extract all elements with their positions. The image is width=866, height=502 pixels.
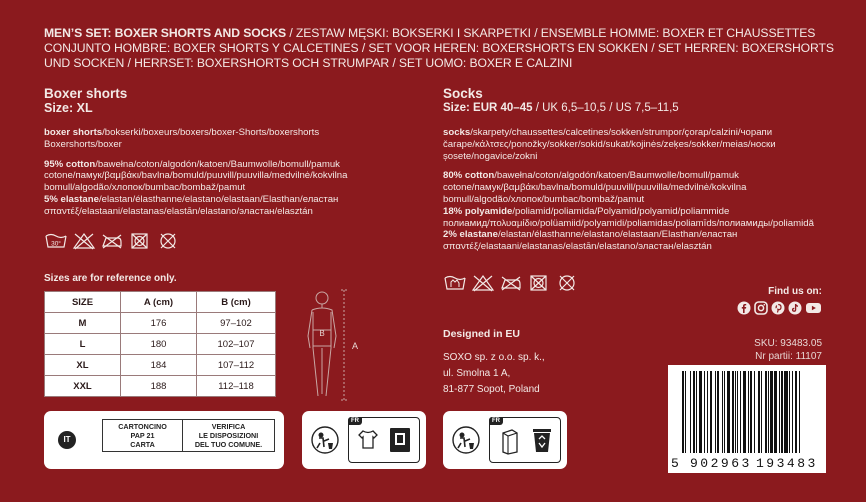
company-city: 81-877 Sopot, Poland [443,384,540,395]
socks-poly-bold: 18% polyamide [443,205,513,217]
barcode-lead-digit: 5 [671,456,682,471]
barcode-bar [735,371,736,453]
barcode-bar [748,371,749,453]
designed-block [443,328,545,398]
instagram-icon[interactable] [754,301,768,315]
boxer-elastane-bold: 5% elastane [44,193,99,205]
b-cell: 107–112 [197,355,276,376]
boxer-section [44,86,424,218]
no-tumble-dry-icon [128,232,152,250]
boxer-cotton-line3: bomull/algodão/хлопок/bumbac/bombaž/pamut [44,182,246,194]
socks-poly-rest: /poliamid/poliamida/Polyamid/polyamid/poliammide [512,205,730,217]
ean-barcode [668,365,826,473]
instruction-line: VERIFICA [211,422,246,431]
recycling-bin-icon [530,426,554,454]
instruction-line: LE DISPOSIZIONI [198,431,259,440]
wash-30-icon [44,232,68,250]
sorting-frame [348,417,420,463]
product-headline [44,26,834,71]
barcode-bar [690,371,691,453]
socks-size-bold: Size: EUR 40–45 [443,102,533,114]
socks-cotton-line3: bomull/algodão/хлопок/bumbac/bombaž/pamut [443,193,645,205]
size-reference-note: Sizes are for reference only. [44,273,177,284]
figure-label-b: B [319,329,325,338]
barcode-right-digits: 193483 [756,456,818,471]
b-header: B (cm) [197,292,276,313]
a-cell: 180 [121,334,197,355]
social-icons [737,301,822,315]
company-name: SOXO sp. z o.o. sp. k., [443,352,545,363]
b-cell: 97–102 [197,313,276,334]
find-us-label: Find us on: [768,286,822,297]
barcode-bar [685,371,686,453]
boxer-cotton [44,159,424,194]
hand-wash-icon [443,274,467,292]
barcode-bar [768,371,769,453]
socks-size [443,101,843,115]
tshirt-icon [357,428,379,450]
barcode-bar [770,371,773,453]
triman-label-boxer [302,411,426,469]
barcode-bar [737,371,738,453]
material-cell [103,420,183,452]
textile-container-icon [387,426,413,454]
triman-icon [310,425,340,455]
barcode-bar [754,371,755,453]
boxer-care-symbols [44,232,180,250]
cardboard-box-icon [500,427,520,455]
size-header: SIZE [45,292,121,313]
no-iron-icon [499,274,523,292]
fr-badge: FR [489,417,503,425]
socks-cotton-rest: /bawełna/coton/algodón/katoen/Baumwolle/bomull/pamuk [494,170,739,182]
barcode-bar [724,371,725,453]
socks-names-rest: /skarpety/chaussettes/calcetines/sokken/strumpor/çorap/calzini/чорапи [470,127,773,138]
no-tumble-dry-icon [527,274,551,292]
size-cell: XXL [45,376,121,397]
barcode-bar [710,371,712,453]
socks-cotton-line2: cotone/памук/βαμβάκι/bavlna/bomuld/puuvill/puuvilla/medvilnė/kokvilna [443,182,747,194]
instruction-line: DEL TUO COMUNE. [194,440,263,449]
italy-recycling-label [44,411,284,469]
socks-names-line2: čarape/κάλτσες/ponožky/sokker/sokid/sukat/kojinės/zeķes/sokker/meias/носки [443,138,776,150]
barcode-bar [704,371,705,453]
boxer-size: Size: XL [44,101,93,115]
no-dry-clean-icon [156,232,180,250]
headline-line2: CONJUNTO HOMBRE: BOXER SHORTS Y CALCETINES / SET VOOR HEREN: BOXERSHORTS EN SOKKEN / SET HERREN: BOXERSHORTS [44,41,834,55]
a-cell: 184 [121,355,197,376]
table-row [45,313,276,334]
barcode-bar [795,371,797,453]
socks-title: Socks [443,86,483,101]
boxer-title: Boxer shorts [44,86,128,101]
barcode-bar [792,371,793,453]
headline-line3: UND SOCKEN / HERRSET: BOXERSHORTS OCH STRUMPAR / SET UOMO: BOXER E CALZINI [44,56,573,70]
barcode-bar [699,371,702,453]
wash-temp-label: 30° [51,240,61,248]
barcode-bar [761,371,762,453]
barcode-bar [693,371,695,453]
italy-recycling-table [102,419,275,452]
barcode-bar [717,371,719,453]
boxer-elastane [44,194,424,218]
headline-bold: MEN’S SET: BOXER SHORTS AND SOCKS [44,26,287,40]
boxer-names-rest: /bokserki/boxeurs/boxers/boxer-Shorts/boxershorts [102,127,320,138]
company-address [443,350,545,398]
socks-size-rest: / UK 6,5–10,5 / US 7,5–11,5 [532,102,679,114]
b-cell: 102–107 [197,334,276,355]
company-street: ul. Smolna 1 A, [443,368,511,379]
no-bleach-icon [72,232,96,250]
barcode-bar [696,371,697,453]
a-header: A (cm) [121,292,197,313]
barcode-bar [722,371,723,453]
instruction-cell [183,420,275,452]
tiktok-icon[interactable] [788,301,802,315]
barcode-bar [765,371,767,453]
pinterest-icon[interactable] [771,301,785,315]
socks-elastane-rest: /elastan/élasthanne/elastano/elastaan/Elasthan/еластан [497,229,738,241]
socks-names-bold: socks [443,127,471,138]
barcode-bar [682,371,684,453]
size-table [44,291,276,397]
table-row [45,334,276,355]
sku-number: SKU: 93483.05 [754,338,822,349]
no-bleach-icon [471,274,495,292]
social-block [737,286,822,315]
table-row [45,376,276,397]
barcode-bars [668,365,826,455]
socks-elastane-bold: 2% elastane [443,229,498,241]
barcode-bar [779,371,780,453]
size-table-header-row [45,292,276,313]
body-figure-icon [296,286,368,406]
italy-badge: IT [58,431,76,449]
socks-section [443,86,843,253]
headline-rest: / ZESTAW MĘSKI: BOKSERKI I SKARPETKI / ENSEMBLE HOMME: BOXER ET CHAUSSETTES [286,26,816,40]
socks-care-symbols [443,274,579,292]
a-cell: 188 [121,376,197,397]
fr-badge: FR [348,417,362,425]
barcode-bar [799,371,800,453]
material-line: PAP 21 [130,431,155,440]
figure-label-a: A [352,341,359,351]
triman-label-packaging [443,411,567,469]
material-line: CARTA [130,440,155,449]
material-line: CARTONCINO [118,422,167,431]
boxer-elastane-line2: σπαντέξ/elastaani/elastanas/elastān/elastano/эластан/elasztán [44,205,313,217]
socks-cotton-bold: 80% cotton [443,170,495,182]
no-iron-icon [100,232,124,250]
sku-block [754,337,822,363]
a-cell: 176 [121,313,197,334]
barcode-bar [781,371,783,453]
batch-number: Nr partii: 11107 [755,351,822,362]
barcode-bar [727,371,730,453]
socks-poly-line2: полиамид/πολυαμίδιο/polüamiid/polyamidi/poliamidas/poliamīds/полиамиды/poliamidă [443,217,814,229]
barcode-bar [789,371,790,453]
barcode-bar [715,371,716,453]
socks-elastane-line2: σπαντέξ/elastaani/elastanas/elastān/elastano/эластан/elasztán [443,241,712,253]
socks-polyamide [443,206,843,230]
b-cell: 112–118 [197,376,276,397]
boxer-elastane-rest: /elastan/élasthanne/elastano/elastaan/Elasthan/еластан [98,193,339,205]
no-dry-clean-icon [555,274,579,292]
size-cell: M [45,313,121,334]
barcode-left-digits: 902963 [690,456,752,471]
socks-elastane [443,229,843,253]
barcode-bar [750,371,752,453]
size-cell: XL [45,355,121,376]
barcode-bar [743,371,746,453]
boxer-names-bold: boxer shorts [44,127,103,138]
boxer-cotton-bold: 95% cotton [44,158,96,170]
boxer-cotton-line2: cotone/памук/βαμβάκι/bavlna/bomuld/puuvill/puuvilla/medvilnė/kokvilna [44,170,348,182]
barcode-bar [774,371,776,453]
barcode-bar [707,371,708,453]
socks-names-line3: șosete/nogavice/zokni [443,150,538,162]
designed-title: Designed in EU [443,328,521,340]
socks-names [443,127,843,162]
boxer-names [44,127,424,151]
youtube-icon[interactable] [805,301,822,315]
barcode-bar [758,371,760,453]
sorting-frame [489,417,561,463]
barcode-bar [784,371,787,453]
barcode-bar [740,371,741,453]
size-cell: L [45,334,121,355]
boxer-cotton-rest: /bawełna/coton/algodón/katoen/Baumwolle/bomull/pamuk [95,158,340,170]
triman-icon [451,425,481,455]
boxer-names-line2: Boxershorts/boxer [44,138,122,150]
socks-cotton [443,170,843,205]
table-row [45,355,276,376]
barcode-bar [732,371,734,453]
facebook-icon[interactable] [737,301,751,315]
